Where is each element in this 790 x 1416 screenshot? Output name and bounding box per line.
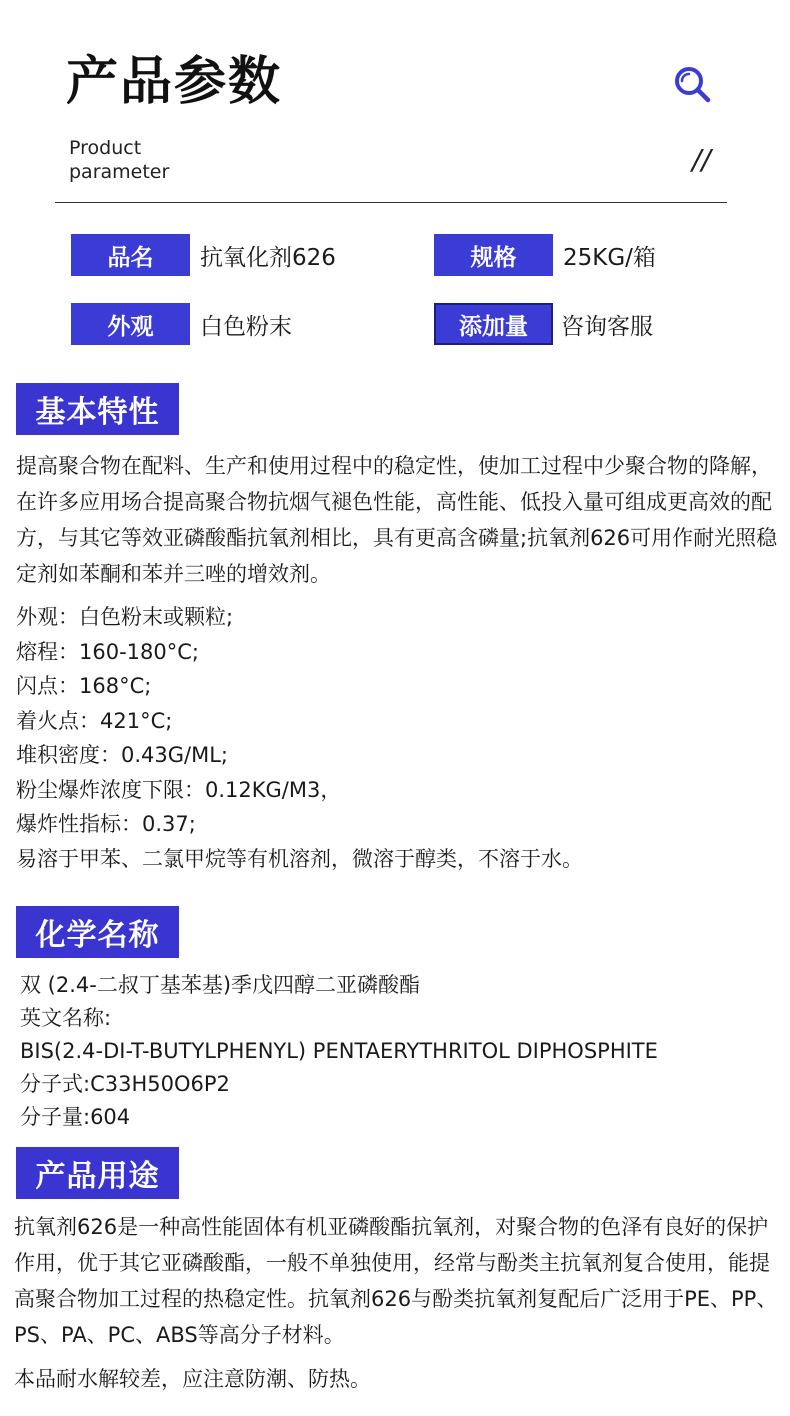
param-spec-value: 25KG/箱 <box>563 244 656 271</box>
param-appearance-value: 白色粉末 <box>200 313 292 340</box>
section-heading-chemical: 化学名称 <box>16 906 179 958</box>
usage-note: 本品耐水解较差，应注意防潮、防热。 <box>14 1367 371 1391</box>
list-item: 爆炸性指标：0.37; <box>16 812 196 836</box>
param-dosage-value: 咨询客服 <box>561 313 653 340</box>
subtitle-line-2: parameter <box>69 161 170 183</box>
list-item: 粉尘爆炸浓度下限：0.12KG/M3， <box>16 777 342 802</box>
list-item: 分子式:C33H50O6P2 <box>20 1072 230 1096</box>
header-divider <box>55 202 727 203</box>
list-item: 双 (2.4-二叔丁基苯基)季戊四醇二亚磷酸酯 <box>20 973 421 997</box>
list-item: 分子量:604 <box>20 1105 131 1129</box>
section-heading-usage: 产品用途 <box>16 1147 179 1199</box>
param-dosage <box>434 303 653 345</box>
page-title: 产品参数 <box>66 52 283 112</box>
list-item: 堆积密度：0.43G/ML; <box>16 743 228 767</box>
chemical-name-list <box>20 969 780 1134</box>
section-heading-basic: 基本特性 <box>16 383 179 435</box>
list-item: 外观：白色粉末或颗粒; <box>16 605 234 629</box>
list-item: 熔程：160-180°C; <box>16 639 199 664</box>
param-spec-label: 规格 <box>434 234 553 276</box>
decorative-slashes: // <box>692 143 711 176</box>
param-spec <box>434 234 656 276</box>
list-item: BIS(2.4-DI-T-BUTYLPHENYL) PENTAERYTHRITOL DIPHOSPHITE <box>20 1039 658 1063</box>
list-item: 英文名称: <box>20 1006 112 1030</box>
param-name-label: 品名 <box>71 234 190 276</box>
list-item: 易溶于甲苯、二氯甲烷等有机溶剂，微溶于醇类，不溶于水。 <box>16 846 583 871</box>
search-icon[interactable] <box>672 64 712 104</box>
param-appearance-label: 外观 <box>71 303 190 345</box>
param-appearance <box>71 303 292 345</box>
usage-paragraph: 抗氧剂626是一种高性能固体有机亚磷酸酯抗氧剂，对聚合物的色泽有良好的保护作用，优于其它亚磷酸酯，一般不单独使用，经常与酚类主抗氧剂复合使用，能提高聚合物加工过程的热稳定性。抗氧剂626与酚类抗氧剂复配后广泛用于PE、PP、PS、PA、PC、ABS等高分子材料。 <box>14 1215 778 1347</box>
basic-properties-list <box>16 600 776 876</box>
page-subtitle <box>69 136 169 184</box>
basic-paragraph: 提高聚合物在配料、生产和使用过程中的稳定性，使加工过程中少聚合物的降解，在许多应用场合提高聚合物抗烟气褪色性能，高性能、低投入量可组成更高效的配方，与其它等效亚磷酸酯抗氧剂相比，具有更高含磷量;抗氧剂626可用作耐光照稳定剂如苯酮和苯并三唑的增效剂。 <box>16 454 778 586</box>
subtitle-line-1: Product <box>69 137 142 159</box>
param-dosage-label: 添加量 <box>434 303 553 345</box>
list-item: 着火点：421°C; <box>16 708 173 733</box>
param-name-value: 抗氧化剂626 <box>200 244 336 271</box>
param-name <box>71 234 336 276</box>
list-item: 闪点：168°C; <box>16 674 152 698</box>
